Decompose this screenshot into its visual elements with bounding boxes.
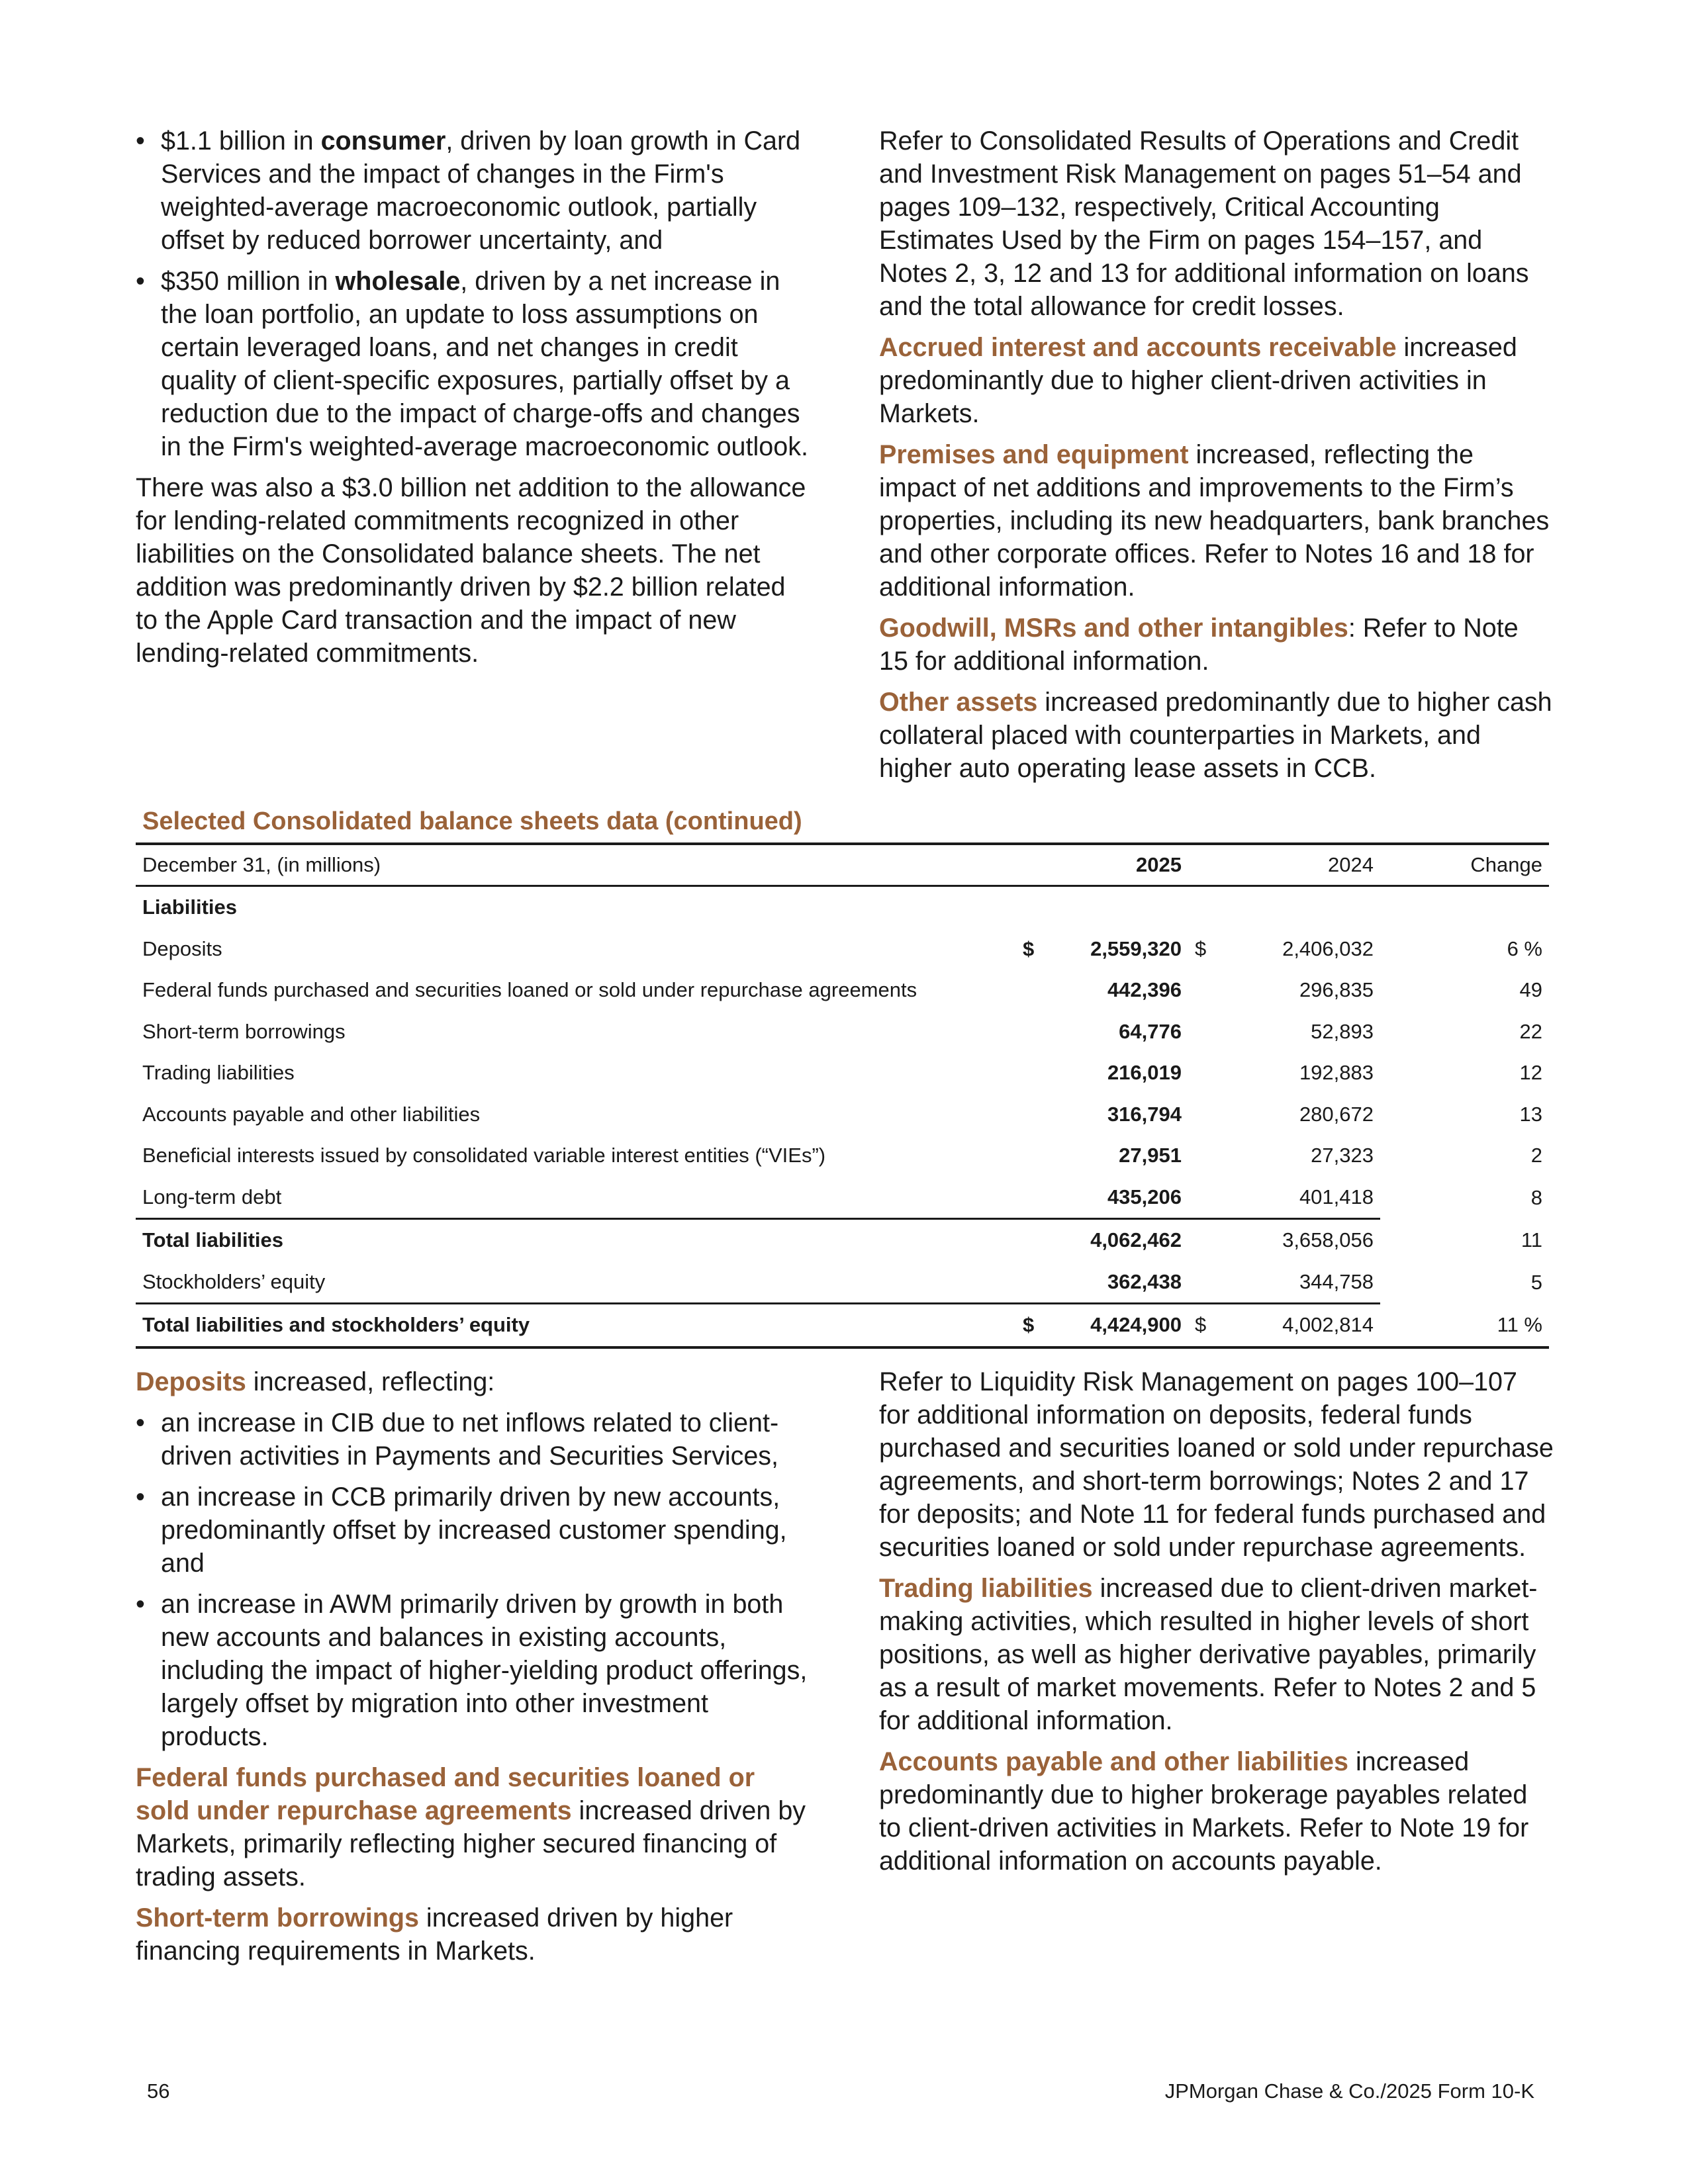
currency-symbol xyxy=(1188,1011,1228,1053)
value-2025: 2,559,320 xyxy=(1090,936,1182,960)
bullet-bold: wholesale xyxy=(335,267,461,296)
section-label: Liabilities xyxy=(142,895,237,919)
deposits-bullet-list xyxy=(136,1406,811,1753)
row-label: Long-term debt xyxy=(142,1185,282,1208)
currency-symbol xyxy=(1188,1094,1228,1136)
table-row xyxy=(136,970,1549,1011)
row-label: Beneficial interests issued by consolidated variable interest entities (“VIEs”) xyxy=(142,1144,826,1167)
currency-symbol: $ xyxy=(1023,936,1035,960)
value-change: 49 xyxy=(1519,978,1542,1002)
value-change: 12 xyxy=(1519,1061,1542,1085)
currency-symbol xyxy=(1188,970,1228,1011)
section-heading: Goodwill, MSRs and other intangibles xyxy=(879,614,1348,643)
section-text: increased due to client-driven market-making activities, which resulted in higher levels of short positions, as well as higher derivative payables, primarily as a result of market movements. Refer to Notes 2 and 5 for additional information. xyxy=(879,1574,1538,1735)
value-change: 8 xyxy=(1530,1185,1542,1209)
value-change: 11 xyxy=(1521,1228,1542,1251)
list-item xyxy=(136,1406,811,1473)
value-2024: 280,672 xyxy=(1299,1102,1374,1126)
table-row xyxy=(136,1094,1549,1136)
bullet-icon: • xyxy=(136,126,145,156)
value-change: 13 xyxy=(1519,1102,1542,1126)
currency-symbol: $ xyxy=(1195,936,1207,960)
value-2025: 4,062,462 xyxy=(1056,1219,1188,1261)
bullet-pre: $1.1 billion in xyxy=(161,126,321,156)
value-change: 6 % xyxy=(1507,936,1542,960)
bullet-icon: • xyxy=(136,267,145,296)
section-text: increased predominantly due to higher brokerage payables related to client-driven activities in Markets. Refer to Note 19 for additional information on accounts payable. xyxy=(879,1747,1529,1876)
value-2025: 316,794 xyxy=(1107,1102,1182,1126)
liquidity-paragraph: Refer to Liquidity Risk Management on pages 100–107 for additional information on deposits, federal funds purchased and securities loaned or sold under repurchase agreements, and short-term borrowings; Notes 2 and 17 for deposits; and Note 11 for federal funds purchased and securities loaned or sold under repurchase agreements. xyxy=(879,1367,1554,1562)
bullet-icon: • xyxy=(136,1590,145,1619)
currency-symbol xyxy=(1016,970,1056,1011)
section-text: increased predominantly due to higher cash collateral placed with counterparties in Markets, and higher auto operating lease assets in CCB. xyxy=(879,688,1552,783)
header-2025: 2025 xyxy=(1016,844,1188,886)
table-row xyxy=(136,1177,1549,1219)
list-item xyxy=(136,1480,811,1580)
row-label: Federal funds purchased and securities loaned or sold under repurchase agreements xyxy=(142,978,917,1002)
row-label: Total liabilities xyxy=(136,1219,1016,1261)
currency-symbol xyxy=(1188,1177,1228,1219)
section-heading: Accounts payable and other liabilities xyxy=(879,1747,1348,1776)
value-2024: 192,883 xyxy=(1299,1061,1374,1085)
header-change: Change xyxy=(1380,844,1549,886)
value-2024: 3,658,056 xyxy=(1228,1219,1380,1261)
list-item xyxy=(136,124,811,257)
section-text: : Refer to Note 15 for additional information. xyxy=(879,614,1519,676)
table-row xyxy=(136,1135,1549,1177)
section-heading: Federal funds purchased and securities loaned or sold under repurchase agreements xyxy=(136,1763,755,1825)
currency-symbol xyxy=(1016,1135,1056,1177)
goodwill-paragraph xyxy=(879,612,1554,678)
section-heading: Accrued interest and accounts receivable xyxy=(879,333,1397,362)
value-2025: 362,438 xyxy=(1107,1269,1182,1293)
table-row xyxy=(136,1052,1549,1094)
table-header-row xyxy=(136,844,1549,886)
value-2024: 52,893 xyxy=(1311,1019,1374,1043)
value-2024: 2,406,032 xyxy=(1282,936,1374,960)
currency-symbol xyxy=(1016,1177,1056,1219)
row-label: Stockholders’ equity xyxy=(142,1269,326,1293)
bullet-pre: $350 million in xyxy=(161,267,336,296)
section-text: increased, reflecting: xyxy=(246,1367,495,1396)
section-heading: Other assets xyxy=(879,688,1038,717)
lending-commitments-paragraph: There was also a $3.0 billion net addition to the allowance for lending-related commitments recognized in other liabilities on the Consolidated balance sheets. The net addition was predominantly driven by $2.2 billion related to the Apple Card transaction and the impact of new lending-related commitments. xyxy=(136,473,806,668)
page-number: 56 xyxy=(147,2079,170,2103)
table-row xyxy=(136,1011,1549,1053)
deposits-paragraph xyxy=(136,1365,811,1398)
bullet-post: , driven by loan growth in Card Services and the impact of changes in the Firm's weighted-average macroeconomic outlook, partially offset by reduced borrower uncertainty, and xyxy=(161,126,801,255)
section-text: increased driven by higher financing requirements in Markets. xyxy=(136,1903,733,1966)
value-change: 11 % xyxy=(1380,1304,1549,1347)
trading-liabilities-paragraph xyxy=(879,1572,1554,1737)
value-2025: 64,776 xyxy=(1119,1019,1182,1043)
other-assets-paragraph xyxy=(879,686,1554,785)
bullet-text: an increase in AWM primarily driven by growth in both new accounts and balances in existing accounts, including the impact of higher-yielding product offerings, largely offset by migration into other investment products. xyxy=(161,1590,808,1751)
table-title: Selected Consolidated balance sheets data (continued) xyxy=(142,807,802,835)
value-2025: 442,396 xyxy=(1107,978,1182,1002)
allowance-bullet-list xyxy=(136,124,811,463)
bullet-icon: • xyxy=(136,1482,145,1512)
row-label: Short-term borrowings xyxy=(142,1019,346,1043)
bullet-icon: • xyxy=(136,1408,145,1437)
premises-paragraph xyxy=(879,438,1554,604)
section-heading: Trading liabilities xyxy=(879,1574,1093,1603)
value-change: 2 xyxy=(1530,1144,1542,1167)
value-2024: 344,758 xyxy=(1299,1269,1374,1293)
value-2025: 27,951 xyxy=(1119,1144,1182,1167)
currency-symbol xyxy=(1016,1094,1056,1136)
total-liabilities-row xyxy=(136,1219,1549,1261)
value-change: 22 xyxy=(1519,1019,1542,1043)
currency-symbol: $ xyxy=(1016,1304,1056,1347)
refer-paragraph: Refer to Consolidated Results of Operations and Credit and Investment Risk Management on pages 51–54 and pages 109–132, respectively, Critical Accounting Estimates Used by the Firm on pages 154–157, and Notes 2, 3, 12 and 13 for additional information on loans and the total allowance for credit losses. xyxy=(879,126,1529,321)
currency-symbol xyxy=(1188,1135,1228,1177)
value-2025: 435,206 xyxy=(1107,1185,1182,1208)
balance-sheet-table xyxy=(136,842,1549,1349)
header-label: December 31, (in millions) xyxy=(136,844,1016,886)
list-item xyxy=(136,265,811,463)
accounts-payable-paragraph xyxy=(879,1745,1554,1878)
bottom-right-column xyxy=(879,1365,1554,1886)
equity-row xyxy=(136,1261,1549,1304)
row-label: Deposits xyxy=(142,936,222,960)
bottom-left-column xyxy=(136,1365,811,1976)
document-name: JPMorgan Chase & Co./2025 Form 10-K xyxy=(1164,2079,1534,2103)
row-label: Total liabilities and stockholders’ equity xyxy=(136,1304,1016,1347)
section-text: increased predominantly due to higher client-driven activities in Markets. xyxy=(879,333,1517,428)
value-change: 5 xyxy=(1530,1270,1542,1294)
section-row xyxy=(136,886,1549,929)
bullet-text: an increase in CIB due to net inflows related to client-driven activities in Payments and Securities Services, xyxy=(161,1408,779,1471)
header-2024: 2024 xyxy=(1188,844,1380,886)
row-label: Accounts payable and other liabilities xyxy=(142,1102,481,1126)
bullet-post: , driven by a net increase in the loan portfolio, an update to loss assumptions on certain leveraged loans, and net changes in credit quality of client-specific exposures, partially offset by a reduction due to the impact of charge-offs and changes in the Firm's weighted-average macroeconomic outlook. xyxy=(161,267,808,461)
top-right-column xyxy=(879,124,1554,793)
section-heading: Short-term borrowings xyxy=(136,1903,419,1933)
currency-symbol xyxy=(1188,1052,1228,1094)
bullet-text: an increase in CCB primarily driven by new accounts, predominantly offset by increased customer spending, and xyxy=(161,1482,787,1578)
value-2024: 27,323 xyxy=(1311,1144,1374,1167)
value-2025: 4,424,900 xyxy=(1056,1304,1188,1347)
value-2024: 401,418 xyxy=(1299,1185,1374,1208)
top-left-column xyxy=(136,124,811,678)
row-label: Trading liabilities xyxy=(142,1061,295,1085)
section-text: increased driven by Markets, primarily reflecting higher secured financing of trading assets. xyxy=(136,1796,806,1891)
bullet-bold: consumer xyxy=(320,126,446,156)
section-text: increased, reflecting the impact of net additions and improvements to the Firm’s properties, including its new headquarters, bank branches and other corporate offices. Refer to Notes 16 and 18 for additional information. xyxy=(879,440,1550,602)
grand-total-row xyxy=(136,1304,1549,1347)
fed-funds-paragraph xyxy=(136,1761,811,1893)
value-2024: 296,835 xyxy=(1299,978,1374,1002)
list-item xyxy=(136,1588,811,1753)
currency-symbol xyxy=(1016,1011,1056,1053)
section-heading: Premises and equipment xyxy=(879,440,1189,469)
section-heading: Deposits xyxy=(136,1367,246,1396)
table-row xyxy=(136,929,1549,970)
currency-symbol xyxy=(1016,1052,1056,1094)
value-2024: 4,002,814 xyxy=(1228,1304,1380,1347)
accrued-interest-paragraph xyxy=(879,331,1554,430)
currency-symbol: $ xyxy=(1188,1304,1228,1347)
value-2025: 216,019 xyxy=(1107,1061,1182,1085)
short-term-borrowings-paragraph xyxy=(136,1901,811,1968)
